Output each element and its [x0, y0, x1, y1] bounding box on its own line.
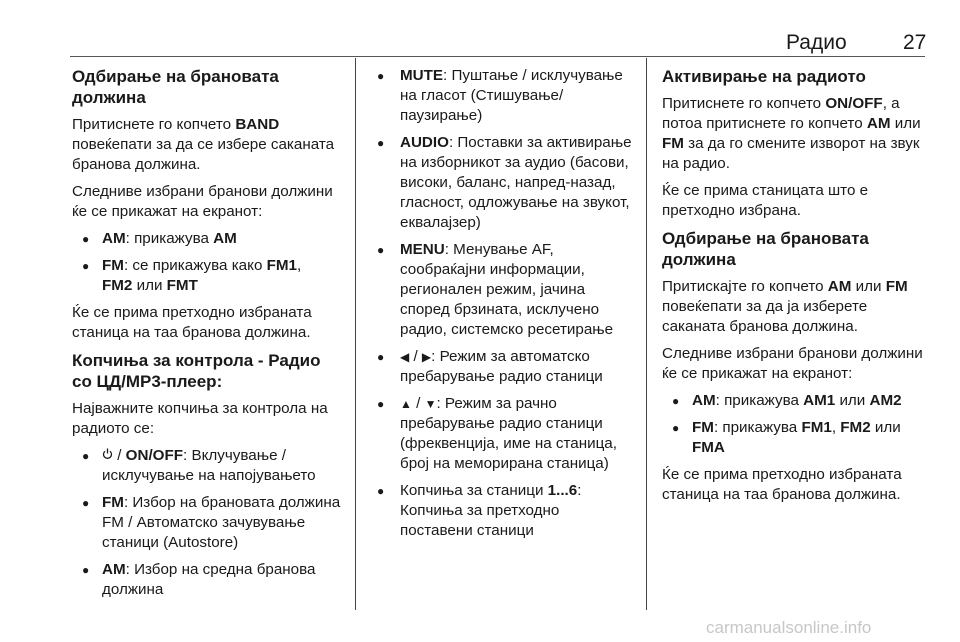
- section-heading-activate: Активирање на радиото: [662, 67, 866, 86]
- column-divider-2: [646, 58, 647, 610]
- triangle-right-icon: ▶: [421, 350, 432, 364]
- paragraph-band-press-2: Притискајте го копчето AM или FM повеќепати за да ја изберете саканата бранова должина.: [662, 278, 908, 335]
- column-2: [370, 66, 632, 548]
- controls-list: [72, 446, 342, 600]
- paragraph-band-list-intro-2: Следниве избрани бранови должини ќе се прикажат на екранот:: [662, 345, 923, 382]
- watermark: carmanualsonline.info: [706, 618, 872, 637]
- list-item: ● Копчиња за станици 1...6: Копчиња за претходно поставени станици: [370, 481, 632, 541]
- section-heading-band-2: Одбирање на брановата должина: [662, 229, 869, 269]
- list-item: ● MUTE: Пуштање / исклучување на гласот (Стишување/паузирање): [370, 66, 632, 126]
- list-item: ● ▲ / ▼: Режим за рачно пребарување радио станици (фреквенција, име на станица, број на меморирана станица): [370, 394, 632, 474]
- header-rule: [70, 56, 925, 57]
- band-list-2: [662, 391, 930, 458]
- running-title: Радио: [786, 31, 847, 54]
- list-item: ● FM: Избор на брановата должина FM / Автоматско зачувување станици (Autostore): [72, 493, 342, 553]
- list-item: ● AM: Избор на средна бранова должина: [72, 560, 342, 600]
- list-item: ● FM: се прикажува како FM1, FM2 или FMT: [72, 256, 342, 296]
- paragraph-controls-intro: Најважните копчиња за контрола на радиото се:: [72, 400, 328, 437]
- page-number: 27: [903, 31, 927, 54]
- section-heading-controls: Копчиња за контрола - Радио со ЦД/MP3-плеер:: [72, 351, 321, 391]
- paragraph-band-list-intro: Следниве избрани бранови должини ќе се прикажат на екранот:: [72, 183, 333, 220]
- list-item: ● AUDIO: Поставки за активирање на изборникот за аудио (басови, високи, баланс, напред-назад, гласност, одложување на звукот, еквалајзер): [370, 133, 632, 233]
- paragraph-activate: Притиснете го копчето ON/OFF, а потоа притиснете го копчето AM или FM за да го смените изворот на звук на радио.: [662, 95, 921, 172]
- band-list: [72, 229, 342, 296]
- triangle-down-icon: ▼: [424, 397, 437, 411]
- column-1: [72, 66, 342, 607]
- list-item: ● / ON/OFF: Вклучување / исклучување на напојувањето: [72, 446, 342, 486]
- page-header: [0, 0, 960, 56]
- paragraph-previous-station: Ќе се прима станицата што е претходно избрана.: [662, 182, 869, 219]
- paragraph-band-press: Притиснете го копчето BAND повеќепати за да се избере саканата бранова должина.: [72, 116, 335, 173]
- section-heading-band: Одбирање на брановата должина: [72, 67, 279, 107]
- list-item: ● ◀ / ▶: Режим за автоматско пребарување радио станици: [370, 347, 632, 387]
- paragraph-preselected-station-2: Ќе се прима претходно избраната станица на таа бранова должина.: [662, 466, 902, 503]
- list-item: ● AM: прикажува AM1 или AM2: [662, 391, 930, 411]
- list-item: ● MENU: Менување AF, сообраќајни информации, регионален режим, јачина според брзината, исклучено радио, системско ресетирање: [370, 240, 632, 340]
- column-3: [662, 66, 930, 512]
- controls-list-continued: [370, 66, 632, 541]
- triangle-left-icon: ◀: [400, 350, 410, 364]
- power-icon: [102, 446, 113, 466]
- triangle-up-icon: ▲: [400, 397, 412, 411]
- column-divider-1: [355, 58, 356, 610]
- paragraph-preselected-station: Ќе се прима претходно избраната станица на таа бранова должина.: [72, 304, 312, 341]
- list-item: ● AM: прикажува AM: [72, 229, 342, 249]
- list-item: ● FM: прикажува FM1, FM2 или FMA: [662, 418, 930, 458]
